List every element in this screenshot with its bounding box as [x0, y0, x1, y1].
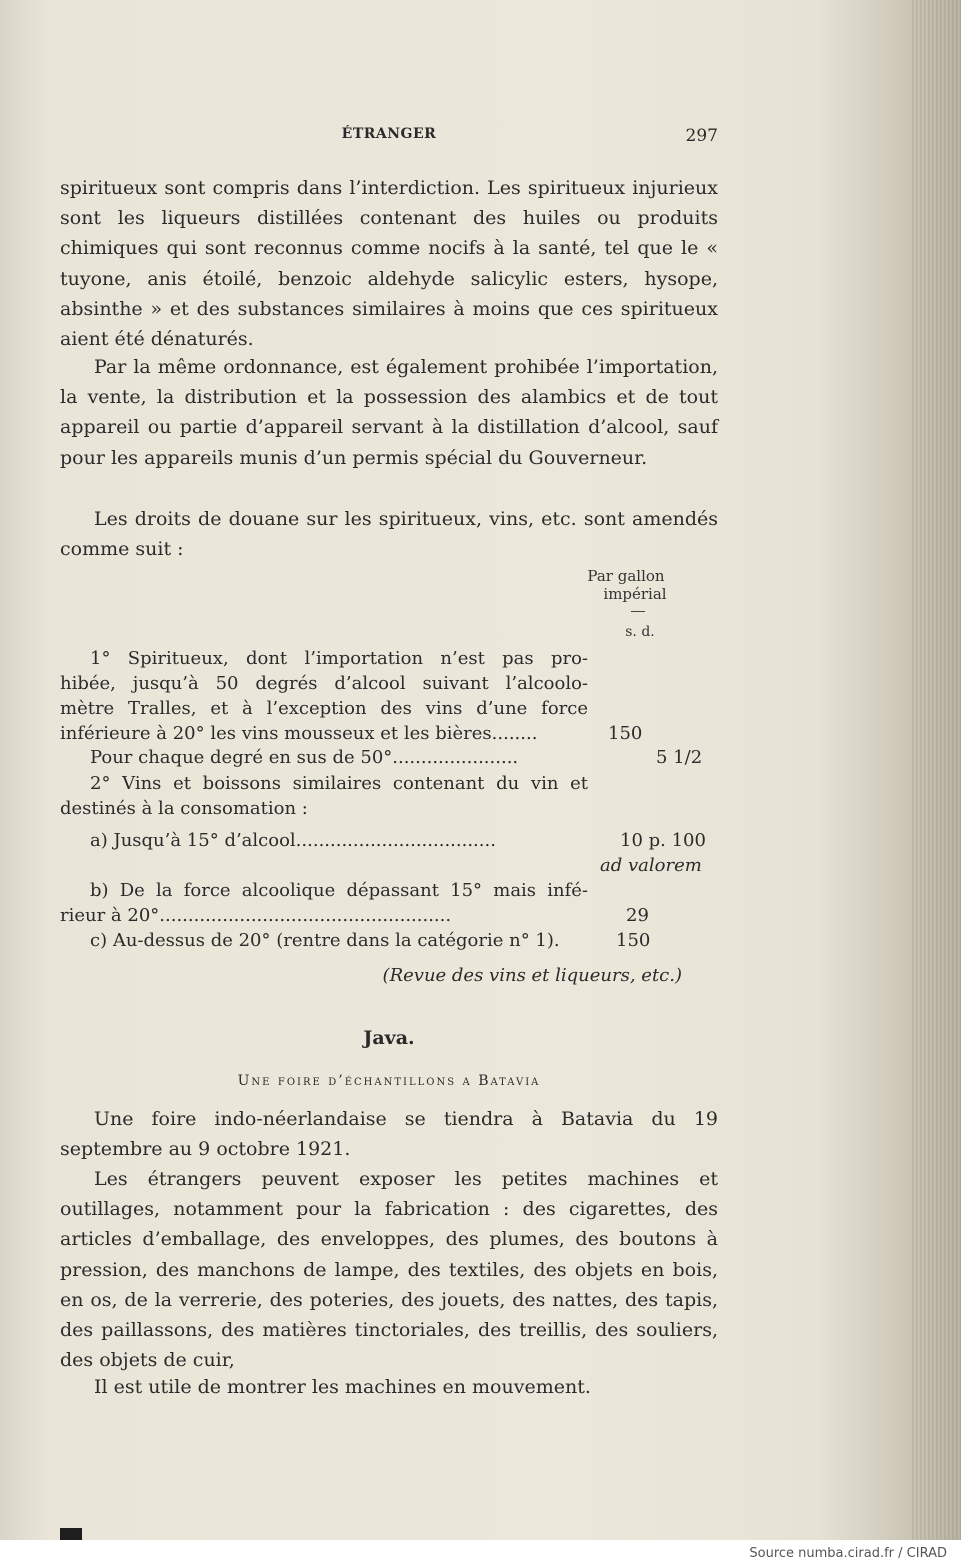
section-title: Java. [363, 1027, 415, 1049]
tariff-value: 150 [608, 723, 643, 744]
corner-mark [60, 1528, 82, 1540]
tariff-value: 29 [626, 905, 649, 926]
source-reference: (Revue des vins et liqueurs, etc.) [382, 965, 682, 986]
tariff-unit: s. d. [625, 624, 655, 640]
paragraph-interdiction: spiritueux sont compris dans l’interdiction. Les spiritueux injurieux sont les liqueurs distillées contenant des huiles ou produits chimiques qui sont reconnus comme nocifs à la santé, tel que le « tuyone, anis étoilé, benzoic aldehyde salicylic esters, hysope, absinthe » et des substances similaires à moins que ces spiritueux aient été dénaturés. [60, 177, 718, 351]
tariff-row-line: a) Jusqu’à 15° d’alcool................................... [90, 830, 496, 851]
paragraph-droits-douane: Les droits de douane sur les spiritueux, vins, etc. sont amendés comme suit : [60, 508, 718, 561]
tariff-column-head-2: impérial [603, 585, 667, 603]
tariff-row-spiritueux [60, 646, 588, 746]
tariff-row-line: 1° Spiritueux, dont l’importation n’est pas pro- [90, 648, 588, 669]
tariff-row-vins [60, 771, 588, 821]
page-edges [912, 0, 961, 1540]
running-title: ÉTRANGER [341, 126, 437, 142]
page-number: 297 [685, 126, 718, 146]
tariff-row-line: inférieure à 20° les vins mousseux et les bières........ [60, 723, 538, 744]
tariff-row-line: Pour chaque degré en sus de 50°...................... [90, 747, 519, 768]
tariff-row-line: rieur à 20°................................................... [60, 905, 452, 926]
tariff-rule [631, 611, 645, 612]
paragraph-ordonnance: Par la même ordonnance, est également prohibée l’importation, la vente, la distribution et la possession des alambics et de tout appareil ou partie d’appareil servant à la distillation d’alcool, sauf pour les appareils munis d’un permis spécial du Gouverneur. [60, 356, 718, 469]
tariff-row-line: b) De la force alcoolique dépassant 15° mais infé- [90, 880, 588, 901]
tariff-row-line: hibée, jusqu’à 50 degrés d’alcool suivant l’alcoolo- [60, 673, 588, 694]
tariff-column-head: Par gallon [587, 567, 665, 585]
subsection-title: Une foire d’échantillons a Batavia [237, 1073, 541, 1089]
tariff-value: 5 1/2 [656, 747, 703, 768]
tariff-row-line: destinés à la consomation : [60, 798, 308, 819]
tariff-row-a [60, 828, 588, 853]
tariff-row-line: 2° Vins et boissons similaires contenant du vin et [90, 773, 588, 794]
tariff-row-b [60, 878, 588, 928]
tariff-row-line: mètre Tralles, et à l’exception des vins d’une force [60, 698, 588, 719]
tariff-value-note: ad valorem [600, 855, 702, 876]
paragraph-machines: Il est utile de montrer les machines en mouvement. [94, 1376, 591, 1398]
source-watermark: Source numba.cirad.fr / CIRAD [749, 1546, 947, 1561]
paragraph-exposants: Les étrangers peuvent exposer les petites machines et outillages, notamment pour la fabrication : des cigarettes, des articles d’emballage, des enveloppes, des plumes, des boutons à pression, des manchons de lampe, des textiles, des objets en bois, en os, de la verrerie, des poteries, des jouets, des nattes, des tapis, des paillassons, des matières tinctoriales, des treillis, des souliers, des objets de cuir, [60, 1168, 718, 1372]
tariff-row-c [60, 928, 588, 953]
tariff-row-line: c) Au-dessus de 20° (rentre dans la catégorie n° 1). [90, 930, 560, 951]
tariff-value: 150 [616, 930, 651, 951]
running-head [60, 126, 718, 148]
tariff-row-degre [60, 745, 588, 770]
paragraph-foire: Une foire indo-néerlandaise se tiendra à Batavia du 19 septembre au 9 octobre 1921. [60, 1108, 718, 1161]
tariff-value: 10 p. 100 [620, 830, 706, 851]
